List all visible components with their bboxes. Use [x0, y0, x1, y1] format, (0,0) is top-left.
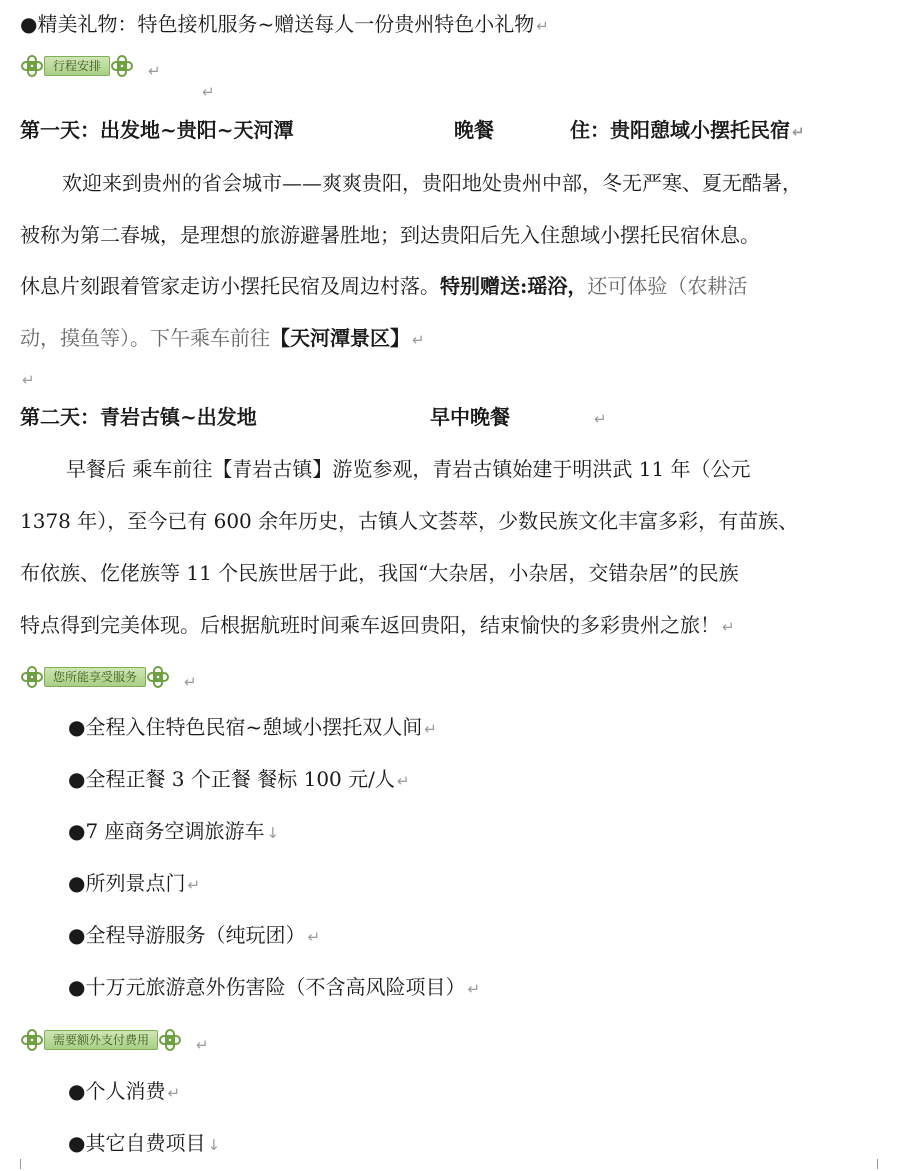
day1-para-line3: [20, 272, 747, 300]
day2-text: 特点得到完美体现。后根据航班时间乘车返回贵阳，结束愉快的多彩贵州之旅！: [20, 613, 720, 637]
page-corner-left: [6, 1159, 21, 1169]
knot-right-icon: [146, 665, 170, 689]
knot-left-icon: [20, 1028, 44, 1052]
paragraph-mark: ↵: [167, 1084, 181, 1102]
banner-label: 行程安排: [44, 56, 110, 76]
paragraph-mark: ↵: [536, 17, 549, 35]
day1-text: 休息片刻跟着管家走访小摆托民宿及周边村落。: [20, 274, 440, 298]
service-text: ●十万元旅游意外伤害险（不含高风险项目）: [68, 975, 466, 999]
paragraph-mark: ↵: [184, 673, 197, 691]
service-item-1: [68, 713, 437, 743]
service-text: ●所列景点门: [68, 871, 186, 895]
day1-scenic-spot: 【天河潭景区】: [270, 326, 410, 350]
paragraph-mark: ↵: [412, 331, 425, 349]
section-banner-services: [20, 664, 197, 690]
empty-paragraph: [200, 76, 215, 106]
paragraph-mark: ↵: [148, 62, 161, 80]
paragraph-mark: ↵: [594, 410, 607, 428]
day1-meals: [454, 116, 494, 144]
service-text: ●全程导游服务（纯玩团）: [68, 923, 306, 947]
paragraph-mark: ↵: [22, 371, 35, 389]
day2-para-line4: [20, 611, 735, 641]
day1-meals-text: 晚餐: [454, 118, 494, 142]
service-text: ●全程正餐 3 个正餐 餐标 100 元/人: [68, 767, 395, 791]
banner-label: 需要额外支付费用: [44, 1030, 158, 1050]
day1-stay: [570, 116, 805, 146]
day2-title: 第二天：青岩古镇~出发地: [20, 405, 257, 429]
day1-para-line1: 欢迎来到贵州的省会城市——爽爽贵阳，贵阳地处贵州中部，冬无严寒、夏无酷暑，: [62, 171, 802, 195]
section-banner-extra-fees: [20, 1027, 209, 1053]
day2-meals: [430, 403, 510, 431]
banner-label: 您所能享受服务: [44, 667, 146, 687]
knot-right-icon: [158, 1028, 182, 1052]
gift-line: [20, 10, 549, 40]
service-item-2: [68, 765, 409, 795]
day1-experience: 还可体验（农耕活: [587, 274, 748, 298]
knot-right-icon: [110, 54, 134, 78]
section-banner-itinerary: [20, 53, 161, 79]
line-break-mark: ↓: [207, 1136, 221, 1154]
paragraph-mark: ↵: [722, 618, 735, 636]
empty-paragraph: [20, 364, 35, 394]
extra-item-2: [68, 1129, 220, 1159]
paragraph-mark: ↵: [196, 1036, 209, 1054]
paragraph-mark: ↵: [187, 876, 201, 894]
day1-title: 第一天：出发地~贵阳~天河潭: [20, 118, 294, 142]
paragraph-mark: ↵: [202, 83, 215, 101]
day2-mark: [592, 403, 607, 433]
service-text: ●7 座商务空调旅游车: [68, 819, 265, 843]
day1-special-gift: 特别赠送:瑶浴，: [440, 274, 588, 298]
gift-text: ●精美礼物：特色接机服务~赠送每人一份贵州特色小礼物: [20, 12, 535, 36]
line-break-mark: ↓: [266, 824, 280, 842]
day1-para-line4: [20, 324, 425, 354]
day2-heading: [20, 403, 257, 431]
paragraph-mark: ↵: [307, 928, 321, 946]
extra-text: ●个人消费: [68, 1079, 166, 1103]
day1-stay-text: 住：贵阳憩域小摆托民宿: [570, 118, 790, 142]
day1-afternoon: 动，摸鱼等）。下午乘车前往: [20, 326, 270, 350]
service-text: ●全程入住特色民宿~憩域小摆托双人间: [68, 715, 423, 739]
paragraph-mark: ↵: [792, 123, 805, 141]
day2-meals-text: 早中晚餐: [430, 405, 510, 429]
day2-para-line2: 1378 年），至今已有 600 余年历史，古镇人文荟萃，少数民族文化丰富多彩，有苗族、: [20, 509, 799, 533]
day1-para-line2: 被称为第二春城，是理想的旅游避暑胜地；到达贵阳后先入住憩域小摆托民宿休息。: [20, 223, 760, 247]
day2-para-line3: 布依族、仡佬族等 11 个民族世居于此，我国“大杂居，小杂居，交错杂居”的民族: [20, 561, 739, 585]
paragraph-mark: ↵: [467, 980, 481, 998]
knot-left-icon: [20, 665, 44, 689]
extra-item-1: [68, 1077, 180, 1107]
service-item-4: [68, 869, 200, 899]
service-item-6: [68, 973, 480, 1003]
day2-para-line1: 早餐后 乘车前往【青岩古镇】游览参观，青岩古镇始建于明洪武 11 年（公元: [66, 457, 751, 481]
service-item-3: [68, 817, 279, 847]
page-corner-right: [877, 1159, 892, 1169]
knot-left-icon: [20, 54, 44, 78]
paragraph-mark: ↵: [396, 772, 410, 790]
day1-heading: [20, 116, 294, 144]
extra-text: ●其它自费项目: [68, 1131, 206, 1155]
service-item-5: [68, 921, 320, 951]
paragraph-mark: ↵: [424, 720, 437, 738]
